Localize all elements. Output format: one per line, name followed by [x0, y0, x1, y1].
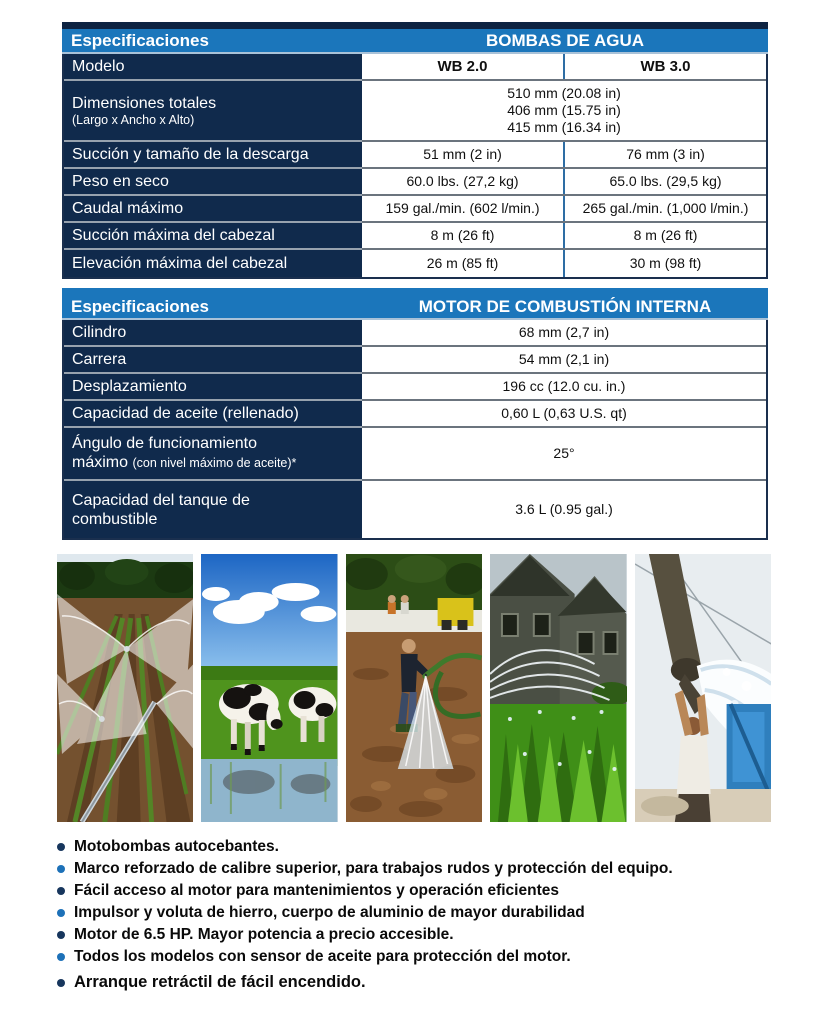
table-row-capacidad-aceite — [64, 401, 766, 428]
bullet-dot-icon — [57, 979, 65, 987]
table-header-row — [62, 29, 768, 54]
row-value: 25° — [553, 445, 575, 461]
row-label: Elevación máxima del cabezal — [64, 250, 362, 277]
engine-spec-table — [62, 288, 768, 540]
bullet-text: Impulsor y voluta de hierro, cuerpo de aluminio de mayor durabilidad — [74, 904, 585, 921]
row-value: 0,60 L (0,63 U.S. qt) — [501, 405, 627, 421]
irrigation-illustration — [57, 554, 193, 822]
row-label: Capacidad de aceite (rellenado) — [64, 401, 362, 428]
table-row-capacidad-tanque — [64, 481, 766, 538]
bullet-dot-icon — [57, 887, 65, 895]
value-wb30: 8 m (26 ft) — [563, 223, 766, 248]
row-label: Succión máxima del cabezal — [64, 223, 362, 250]
bullet-text: Fácil acceso al motor para mantenimientos y operación eficientes — [74, 882, 559, 899]
dim-value-alto: 415 mm (16.34 in) — [507, 119, 621, 135]
table-top-accent-bar — [62, 22, 768, 29]
table-body — [62, 54, 768, 279]
value-wb30: 76 mm (3 in) — [563, 142, 766, 167]
cows-illustration — [201, 554, 337, 822]
dim-value-largo: 510 mm (20.08 in) — [507, 85, 621, 101]
photo-lawn-sprinkler-house — [490, 554, 626, 822]
angle-label-line2: máximo (con nivel máximo de aceite)* — [72, 454, 297, 471]
table-row-caudal-maximo — [64, 196, 766, 223]
row-label: Carrera — [64, 347, 362, 374]
value-wb30: 65.0 lbs. (29,5 kg) — [563, 169, 766, 194]
table-row-succion-maxima — [64, 223, 766, 250]
table-header-row — [62, 295, 768, 320]
table-row-angulo-funcionamiento — [64, 428, 766, 481]
row-value: 3.6 L (0.95 gal.) — [515, 501, 613, 517]
tank-label-line2: combustible — [72, 510, 158, 528]
value-wb20: 8 m (26 ft) — [430, 227, 495, 243]
tank-label-line1: Capacidad del tanque de — [72, 491, 250, 509]
photo-strip — [57, 554, 771, 822]
value-wb20: 26 m (85 ft) — [426, 255, 499, 271]
table-row-peso-seco — [64, 169, 766, 196]
bullet-item — [57, 882, 827, 899]
bullet-dot-icon — [57, 931, 65, 939]
table-row-modelo — [64, 54, 766, 81]
value-wb30: 30 m (98 ft) — [563, 250, 766, 277]
row-value: 54 mm (2,1 in) — [518, 351, 610, 367]
bullet-item — [57, 974, 827, 991]
photo-cows-in-green-pasture — [201, 554, 337, 822]
dim-label-sub: (Largo x Ancho x Alto) — [72, 113, 195, 127]
table-row-dimensiones — [64, 81, 766, 142]
bullet-dot-icon — [57, 843, 65, 851]
value-wb20: 60.0 lbs. (27,2 kg) — [406, 173, 519, 189]
model-wb20: WB 2.0 — [437, 58, 488, 75]
photo-man-watering-dirt-field — [346, 554, 482, 822]
angle-label-line1: Ángulo de funcionamiento — [72, 435, 258, 452]
row-label: Succión y tamaño de la descarga — [64, 142, 362, 169]
row-label: Peso en seco — [64, 169, 362, 196]
table-header-especificaciones: Especificaciones — [71, 30, 209, 50]
bullet-dot-icon — [57, 865, 65, 873]
feature-bullet-list — [57, 838, 827, 991]
bullet-text: Marco reforzado de calibre superior, para trabajos rudos y protección del equipo. — [74, 860, 673, 877]
table-row-succion-descarga — [64, 142, 766, 169]
table-header-motor-combustion: MOTOR DE COMBUSTIÓN INTERNA — [418, 296, 712, 316]
bullet-item — [57, 838, 827, 855]
dim-value-ancho: 406 mm (15.75 in) — [507, 102, 621, 118]
man-watering-illustration — [346, 554, 482, 822]
row-label: Modelo — [64, 54, 362, 81]
row-label: Desplazamiento — [64, 374, 362, 401]
bullet-item — [57, 948, 827, 965]
value-wb20: 51 mm (2 in) — [423, 146, 502, 162]
table-row-carrera — [64, 347, 766, 374]
water-pumps-spec-table — [62, 22, 768, 279]
value-wb30: 265 gal./min. (1,000 l/min.) — [563, 196, 766, 221]
bullet-dot-icon — [57, 909, 65, 917]
table-body — [62, 320, 768, 540]
row-value: 196 cc (12.0 cu. in.) — [502, 378, 626, 394]
bullet-text: Arranque retráctil de fácil encendido. — [74, 973, 366, 991]
dim-label-main: Dimensiones totales — [72, 95, 217, 112]
table-top-accent-bar — [62, 288, 768, 295]
dim-values — [362, 81, 766, 140]
table-header-especificaciones: Especificaciones — [71, 296, 209, 316]
bullet-item — [57, 904, 827, 921]
bullet-item — [57, 926, 827, 943]
row-label — [64, 481, 362, 538]
bullet-text: Motor de 6.5 HP. Mayor potencia a precio accesible. — [74, 926, 454, 943]
angle-label-small: (con nivel máximo de aceite)* — [132, 456, 297, 470]
bullet-text: Motobombas autocebantes. — [74, 838, 279, 855]
row-label: Cilindro — [64, 320, 362, 347]
row-label: Caudal máximo — [64, 196, 362, 223]
row-label — [64, 428, 362, 481]
photo-pump-pipe-discharging-water — [635, 554, 771, 822]
bullet-text: Todos los modelos con sensor de aceite para protección del motor. — [74, 948, 571, 965]
lawn-sprinkler-illustration — [490, 554, 626, 822]
table-row-desplazamiento — [64, 374, 766, 401]
table-row-cilindro — [64, 320, 766, 347]
value-wb20: 159 gal./min. (602 l/min.) — [385, 200, 540, 216]
table-row-elevacion-maxima — [64, 250, 766, 277]
pump-discharge-illustration — [635, 554, 771, 822]
model-wb30: WB 3.0 — [563, 54, 766, 79]
bullet-item — [57, 860, 827, 877]
photo-field-irrigation-sprinklers — [57, 554, 193, 822]
row-value: 68 mm (2,7 in) — [518, 324, 610, 340]
table-header-bombas-de-agua: BOMBAS DE AGUA — [485, 30, 645, 50]
row-label — [64, 81, 362, 142]
bullet-dot-icon — [57, 953, 65, 961]
